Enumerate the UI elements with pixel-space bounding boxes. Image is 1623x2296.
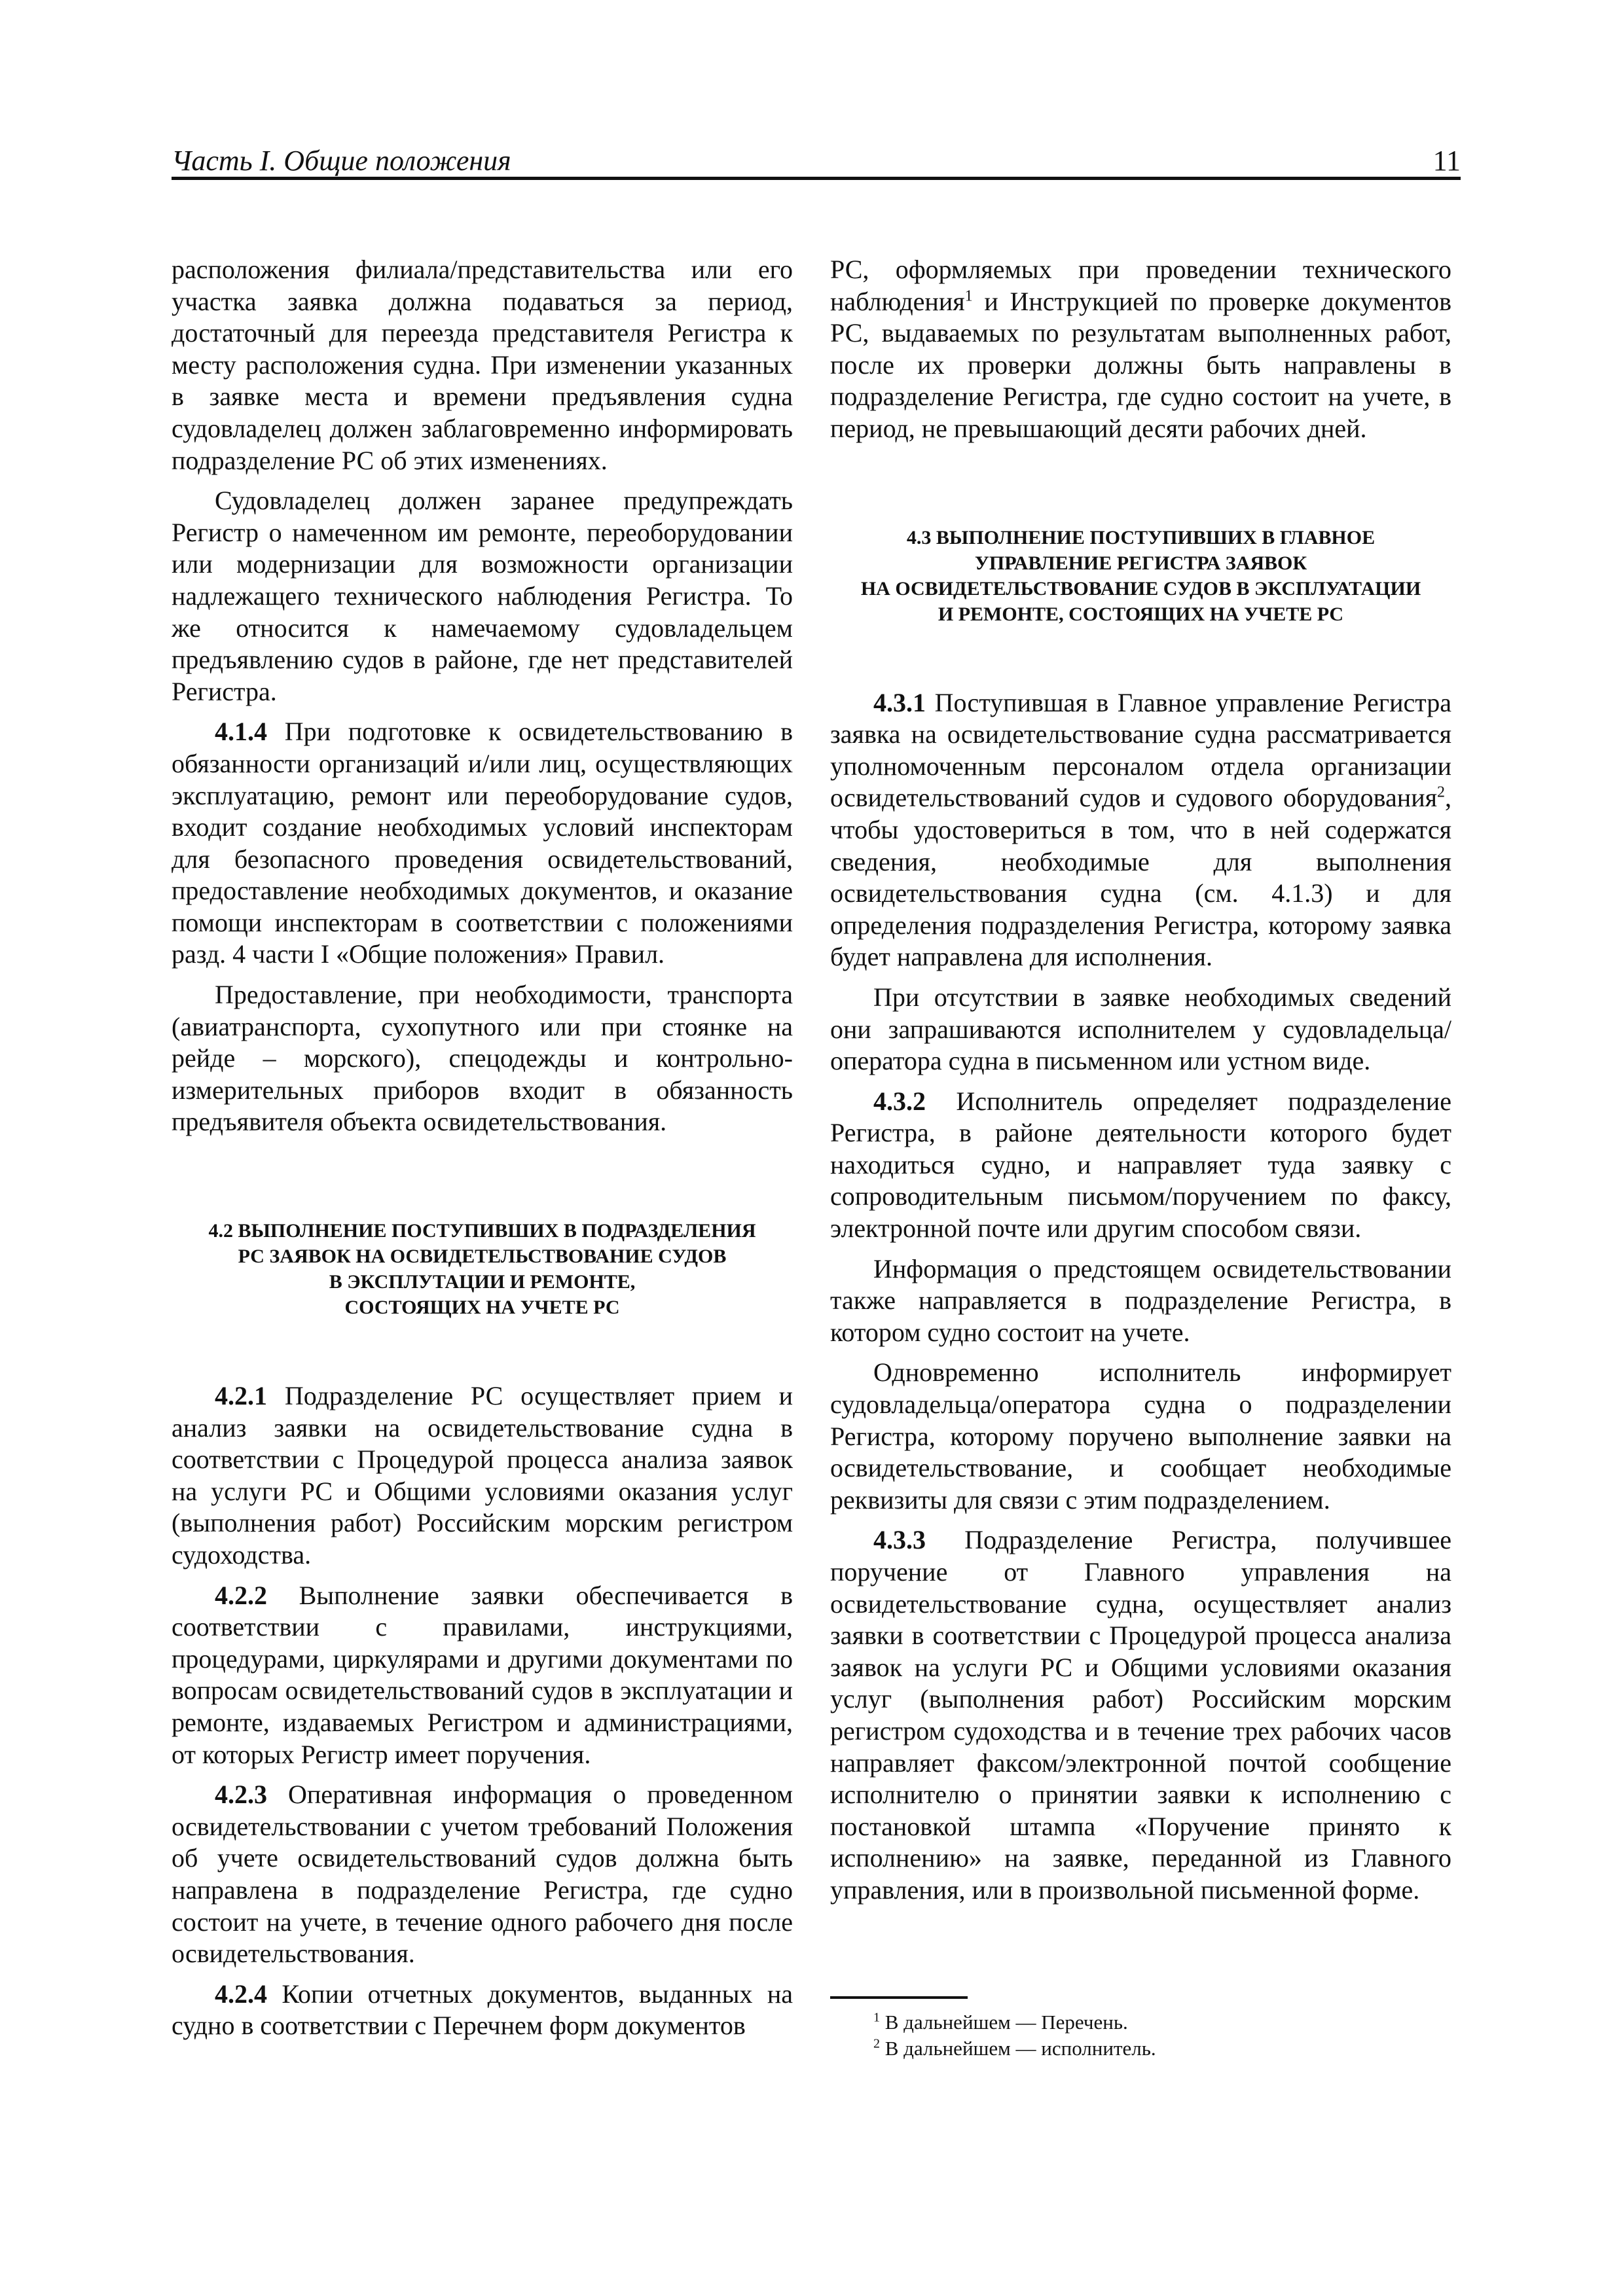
paragraph: Предоставление, при необходимости, транспорта (авиатранспорта, сухопутного или при стоянке на рейде – морского), спецодежды и контрольно-измерительных приборов входит в обязанность предъявителя объекта освидетельствования.	[172, 980, 793, 1137]
text-run: РС, оформляемых при проведении технического наблюдения	[830, 255, 1451, 316]
footnote-text: В дальнейшем — исполнитель.	[884, 2037, 1156, 2060]
text-run: и Инструкцией по проверке документов РС, выдаваемых по результатам выполненных работ, после их проверки должны быть направлены в подразделение Регистра, где судно состоит на учете, в период, не превышающий десяти рабочих дней.	[830, 286, 1451, 443]
clause-number: 4.2.3	[215, 1780, 267, 1810]
section-heading-line: НА ОСВИДЕТЕЛЬСТВОВАНИЕ СУДОВ В ЭКСПЛУАТАЦИИ	[860, 577, 1421, 600]
paragraph: При отсутствии в заявке необходимых сведений они запрашиваются исполнителем у судовладельца/оператора судна в письменном или устном виде.	[830, 982, 1451, 1076]
footnote-mark: 2	[873, 2036, 880, 2051]
section-heading-line: УПРАВЛЕНИЕ РЕГИСТРА ЗАЯВОК	[974, 552, 1307, 574]
footnote	[873, 2009, 1128, 2036]
left-column	[172, 254, 793, 2042]
paragraph-4-3-1	[830, 687, 1451, 973]
clause-number: 4.3.1	[873, 687, 926, 717]
clause-text: При подготовке к освидетельствованию в обязанности организаций и/или лиц, осуществляющих эксплуатацию, ремонт или переоборудование судов, входит создание необходимых условий инспекторам для безопасного проведения освидетельствований, предоставление необходимых документов, и оказание помощи инспекторам в соответствии с положениями разд. 4 части I «Общие положения» Правил.	[172, 717, 793, 969]
clause-text: Копии отчетных документов, выданных на судно в соответствии с Перечнем форм документов	[172, 1979, 793, 2041]
page-number: 11	[1432, 145, 1461, 177]
footnote-rule	[830, 1996, 968, 1999]
paragraph	[830, 254, 1451, 445]
clause-number: 4.2.1	[215, 1381, 267, 1411]
paragraph-4-2-1	[172, 1380, 793, 1571]
clause-text: Исполнитель определяет подразделение Регистра, в районе деятельности которого будет находиться судно, и направляет туда заявку с сопроводительным письмом/поручением по факсу, электронной почте или другим способом связи.	[830, 1086, 1452, 1244]
paragraph-4-3-3	[830, 1524, 1451, 1906]
clause-number: 4.3.3	[873, 1525, 926, 1555]
paragraph-4-1-4	[172, 716, 793, 971]
section-heading-line: СОСТОЯЩИХ НА УЧЕТЕ РС	[344, 1297, 620, 1319]
paragraph-4-3-2	[830, 1086, 1451, 1245]
footnote	[873, 2036, 1156, 2062]
clause-text: Подразделение Регистра, получившее поручение от Главного управления на освидетельствование судна, осуществляет анализ заявки в соответствии с Процедурой процесса анализа заявок на услуги РС и Общими условиями оказания услуг (выполнения работ) Российским морским регистром судоходства и в течение трех рабочих часов направляет факсом/электронной почтой сообщение исполнителю о принятии заявки к исполнению с постановкой штампа «Поручение принято к исполнению» на заявке, переданной из Главного управления, или в произвольной письменной форме.	[830, 1525, 1451, 1905]
clause-text: Подразделение РС осуществляет прием и анализ заявки на освидетельствование судна в соответствии с Процедурой процесса анализа заявок на услуги РС и Общими условиями оказания услуг (выполнения работ) Российским морским регистром судоходства.	[172, 1381, 793, 1570]
paragraph: Одновременно исполнитель информирует судовладельца/оператора судна о подразделении Регистра, которому поручено выполнение заявки на освидетельствование, и сообщает необходимые реквизиты для связи с этим подразделением.	[830, 1357, 1451, 1515]
running-header-title: Часть I. Общие положения	[172, 145, 511, 177]
section-heading-line: В ЭКСПЛУТАЦИИ И РЕМОНТЕ,	[329, 1271, 636, 1293]
paragraph-4-2-2	[172, 1580, 793, 1771]
footnote-ref: 1	[964, 287, 973, 305]
text-run: , чтобы удостовериться в том, что в ней содержатся сведения, необходимые для выполнения освидетельствования судна (см. 4.1.3) и для определения подразделения Регистра, которому заявка будет направлена для исполнения.	[830, 783, 1451, 972]
footnote-text: В дальнейшем — Перечень.	[884, 2011, 1128, 2034]
paragraph-4-2-4	[172, 1979, 793, 2042]
section-heading-4-2	[172, 1218, 793, 1320]
paragraph: расположения филиала/представительства или его участка заявка должна подаваться за период, достаточный для переезда представителя Регистра к месту расположения судна. При изменении указанных в заявке места и времени предъявления судна судовладелец должен заблаговременно информировать подразделение РС об этих изменениях.	[172, 255, 793, 475]
paragraph-4-2-3	[172, 1779, 793, 1970]
right-column	[830, 254, 1451, 1907]
clause-text: Оперативная информация о проведенном освидетельствовании с учетом требований Положения об учете освидетельствований судов должна быть направлена в подразделение Регистра, где судно состоит на учете, в течение одного рабочего дня после освидетельствования.	[172, 1780, 793, 1969]
clause-number: 4.2.2	[215, 1580, 267, 1610]
section-heading-line: РС ЗАЯВОК НА ОСВИДЕТЕЛЬСТВОВАНИЕ СУДОВ	[238, 1246, 727, 1268]
clause-text: Выполнение заявки обеспечивается в соответствии с правилами, инструкциями, процедурами, циркулярами и другими документами по вопросам освидетельствований судов в эксплуатации и ремонте, издаваемых Регистром и администрациями, от которых Регистр имеет поручения.	[172, 1580, 793, 1769]
section-heading-line: 4.2 ВЫПОЛНЕНИЕ ПОСТУПИВШИХ В ПОДРАЗДЕЛЕНИЯ	[208, 1220, 756, 1242]
paragraph: Информация о предстоящем освидетельствовании также направляется в подразделение Регистра, в котором судно состоит на учете.	[830, 1253, 1451, 1347]
clause-number: 4.3.2	[873, 1086, 926, 1116]
section-heading-line: И РЕМОНТЕ, СОСТОЯЩИХ НА УЧЕТЕ РС	[938, 603, 1344, 625]
clause-number: 4.2.4	[215, 1979, 267, 2009]
text-run: Поступившая в Главное управление Регистра заявка на освидетельствование судна рассматривается уполномоченным персоналом отдела организации освидетельствований судов и судового оборудования	[830, 687, 1452, 813]
paragraph: Судовладелец должен заранее предупреждать Регистр о намеченном им ремонте, переоборудовании или модернизации для возможности организации надлежащего технического наблюдения Регистра. То же относится к намечаемому судовладельцем предъявлению судов в районе, где нет представителей Регистра.	[172, 486, 793, 706]
header-rule	[172, 177, 1461, 180]
footnote-mark: 1	[873, 2010, 880, 2025]
clause-number: 4.1.4	[215, 717, 267, 747]
section-heading-line: 4.3 ВЫПОЛНЕНИЕ ПОСТУПИВШИХ В ГЛАВНОЕ	[906, 526, 1376, 548]
footnote-ref: 2	[1437, 784, 1445, 802]
section-heading-4-3	[830, 525, 1451, 627]
